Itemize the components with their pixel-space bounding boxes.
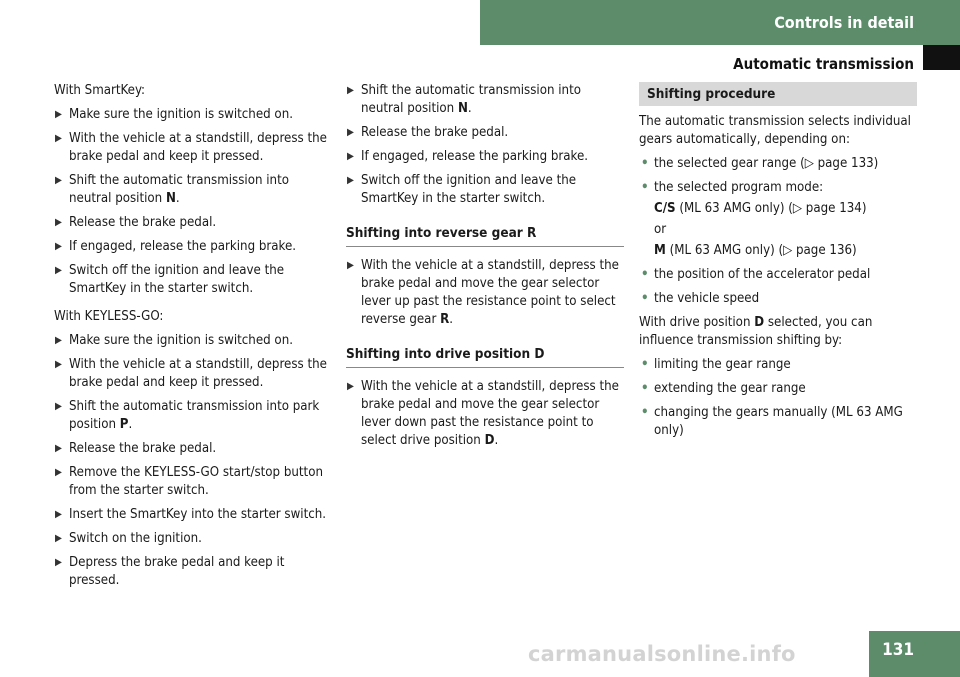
- triangle-right-icon: ▶: [55, 133, 62, 144]
- list-item: [639, 155, 917, 173]
- drive-position-steps: [346, 378, 624, 450]
- drive-intro-text-b: selected, you can influence transmission shifting by:: [639, 315, 873, 348]
- step-text: Shift the automatic transmission into neutral position: [69, 173, 289, 206]
- list-item: [346, 148, 624, 166]
- bullet-dot-icon: •: [641, 405, 649, 420]
- step-text: Make sure the ignition is switched on.: [69, 333, 293, 348]
- list-item: [54, 238, 332, 256]
- list-item: [54, 172, 332, 208]
- triangle-right-icon: ▶: [55, 217, 62, 228]
- list-item: [346, 82, 624, 118]
- step-tail: .: [494, 433, 499, 448]
- triangle-right-icon: ▶: [55, 557, 62, 568]
- triangle-right-icon: ▶: [55, 533, 62, 544]
- column-middle: [346, 82, 624, 456]
- list-item: [54, 106, 332, 124]
- triangle-right-icon: ▶: [347, 127, 354, 138]
- reverse-gear-heading: Shifting into reverse gear R: [346, 224, 624, 247]
- step-text: Shift the automatic transmission into park position: [69, 399, 320, 432]
- triangle-right-icon: ▶: [55, 467, 62, 478]
- list-item: [639, 290, 917, 308]
- step-text: Release the brake pedal.: [69, 441, 217, 456]
- step-text: If engaged, release the parking brake.: [361, 149, 589, 164]
- bullet-dot-icon: •: [641, 267, 649, 282]
- list-item: [346, 124, 624, 142]
- drive-influence-intro: [639, 314, 917, 350]
- step-text: Shift the automatic transmission into neutral position: [361, 83, 581, 116]
- influence-list: [639, 356, 917, 440]
- bullet-text: the position of the accelerator pedal: [654, 267, 871, 282]
- step-text: With the vehicle at a standstill, depress the brake pedal and keep it pressed.: [69, 131, 327, 164]
- list-item: [639, 404, 917, 440]
- step-text: Release the brake pedal.: [69, 215, 217, 230]
- step-text: Make sure the ignition is switched on.: [69, 107, 293, 122]
- step-tail: .: [467, 101, 472, 116]
- reverse-gear-steps: [346, 257, 624, 329]
- triangle-right-icon: ▶: [347, 381, 354, 392]
- bullet-dot-icon: •: [641, 291, 649, 306]
- page-number: 131: [882, 640, 914, 660]
- triangle-right-icon: ▶: [347, 151, 354, 162]
- bullet-text: the selected program mode:: [654, 180, 824, 195]
- triangle-right-icon: ▶: [55, 443, 62, 454]
- program-mode-cs: [639, 200, 917, 218]
- triangle-right-icon: ▶: [55, 175, 62, 186]
- keyless-label: With KEYLESS-GO:: [54, 309, 164, 324]
- drive-intro-bold: D: [754, 315, 765, 330]
- triangle-right-icon: ▶: [347, 175, 354, 186]
- mode-cs-label: C/S: [654, 201, 676, 216]
- triangle-right-icon: ▶: [55, 509, 62, 520]
- step-tail: .: [449, 312, 454, 327]
- list-item: [54, 464, 332, 500]
- bullet-text: the vehicle speed: [654, 291, 760, 306]
- watermark: carmanualsonline.info: [528, 642, 796, 666]
- bullet-dot-icon: •: [641, 156, 649, 171]
- page-number-tab: [869, 631, 960, 677]
- smartkey-steps: [54, 106, 332, 298]
- triangle-right-icon: ▶: [347, 85, 354, 96]
- list-item: [54, 398, 332, 434]
- drive-intro-text-a: With drive position: [639, 315, 755, 330]
- list-item: [54, 214, 332, 232]
- step-text: Insert the SmartKey into the starter switch.: [69, 507, 327, 522]
- triangle-right-icon: ▶: [55, 359, 62, 370]
- step-text: Switch off the ignition and leave the SmartKey in the starter switch.: [69, 263, 285, 296]
- step-tail: .: [175, 191, 180, 206]
- bullet-text: limiting the gear range: [654, 357, 791, 372]
- step-text: With the vehicle at a standstill, depress the brake pedal and keep it pressed.: [69, 357, 327, 390]
- list-item: [54, 262, 332, 298]
- list-item: [346, 378, 624, 450]
- step-bold-value: N: [457, 101, 468, 116]
- triangle-right-icon: ▶: [55, 335, 62, 346]
- triangle-right-icon: ▶: [55, 109, 62, 120]
- column-right: [639, 82, 917, 446]
- triangle-right-icon: ▶: [55, 241, 62, 252]
- or-text: or: [654, 222, 667, 237]
- step-text: Remove the KEYLESS-GO start/stop button from the starter switch.: [69, 465, 323, 498]
- list-item: [54, 440, 332, 458]
- step-bold-value: D: [484, 433, 495, 448]
- list-item: [54, 332, 332, 350]
- shutdown-steps: [346, 82, 624, 208]
- subsection-title: Automatic transmission: [733, 55, 914, 73]
- step-text: If engaged, release the parking brake.: [69, 239, 297, 254]
- list-item: [639, 179, 917, 197]
- bullet-text: the selected gear range (▷ page 133): [654, 156, 879, 171]
- triangle-right-icon: ▶: [55, 401, 62, 412]
- list-item: [639, 380, 917, 398]
- section-title: Controls in detail: [774, 13, 914, 32]
- list-item: [54, 506, 332, 524]
- step-text: Switch off the ignition and leave the SmartKey in the starter switch.: [361, 173, 577, 206]
- list-item: [346, 172, 624, 208]
- step-text: With the vehicle at a standstill, depress the brake pedal and move the gear selector lever up past the resistance point to select reverse gear: [361, 258, 619, 327]
- list-item: [346, 257, 624, 329]
- list-item: [54, 356, 332, 392]
- list-item: [54, 530, 332, 548]
- list-item: [639, 356, 917, 374]
- drive-position-heading: Shifting into drive position D: [346, 345, 624, 368]
- mode-cs-text: (ML 63 AMG only) (▷ page 134): [675, 201, 867, 216]
- shifting-intro: The automatic transmission selects individual gears automatically, depending on:: [639, 114, 911, 147]
- bullet-text: extending the gear range: [654, 381, 806, 396]
- bullet-dot-icon: •: [641, 357, 649, 372]
- step-text: With the vehicle at a standstill, depress the brake pedal and move the gear selector lever down past the resistance point to select drive position: [361, 379, 619, 448]
- step-bold-value: P: [119, 417, 129, 432]
- step-bold-value: R: [440, 312, 450, 327]
- section-tab-marker: [923, 45, 960, 70]
- step-tail: .: [128, 417, 133, 432]
- bullet-text: changing the gears manually (ML 63 AMG only): [654, 405, 903, 438]
- bullet-dot-icon: •: [641, 381, 649, 396]
- program-mode-m: [639, 242, 917, 260]
- mode-m-label: M: [654, 243, 666, 258]
- list-item: [639, 266, 917, 284]
- shifting-procedure-heading: Shifting procedure: [639, 82, 917, 106]
- step-text: Switch on the ignition.: [69, 531, 202, 546]
- triangle-right-icon: ▶: [55, 265, 62, 276]
- bullet-dot-icon: •: [641, 180, 649, 195]
- list-item: [54, 554, 332, 590]
- list-item: [54, 130, 332, 166]
- mode-m-text: (ML 63 AMG only) (▷ page 136): [665, 243, 857, 258]
- smartkey-label: With SmartKey:: [54, 83, 146, 98]
- triangle-right-icon: ▶: [347, 260, 354, 271]
- step-text: Release the brake pedal.: [361, 125, 509, 140]
- column-left: [54, 82, 332, 596]
- section-header-bar: [480, 0, 960, 45]
- step-bold-value: N: [165, 191, 176, 206]
- keyless-steps: [54, 332, 332, 590]
- step-text: Depress the brake pedal and keep it pressed.: [69, 555, 285, 588]
